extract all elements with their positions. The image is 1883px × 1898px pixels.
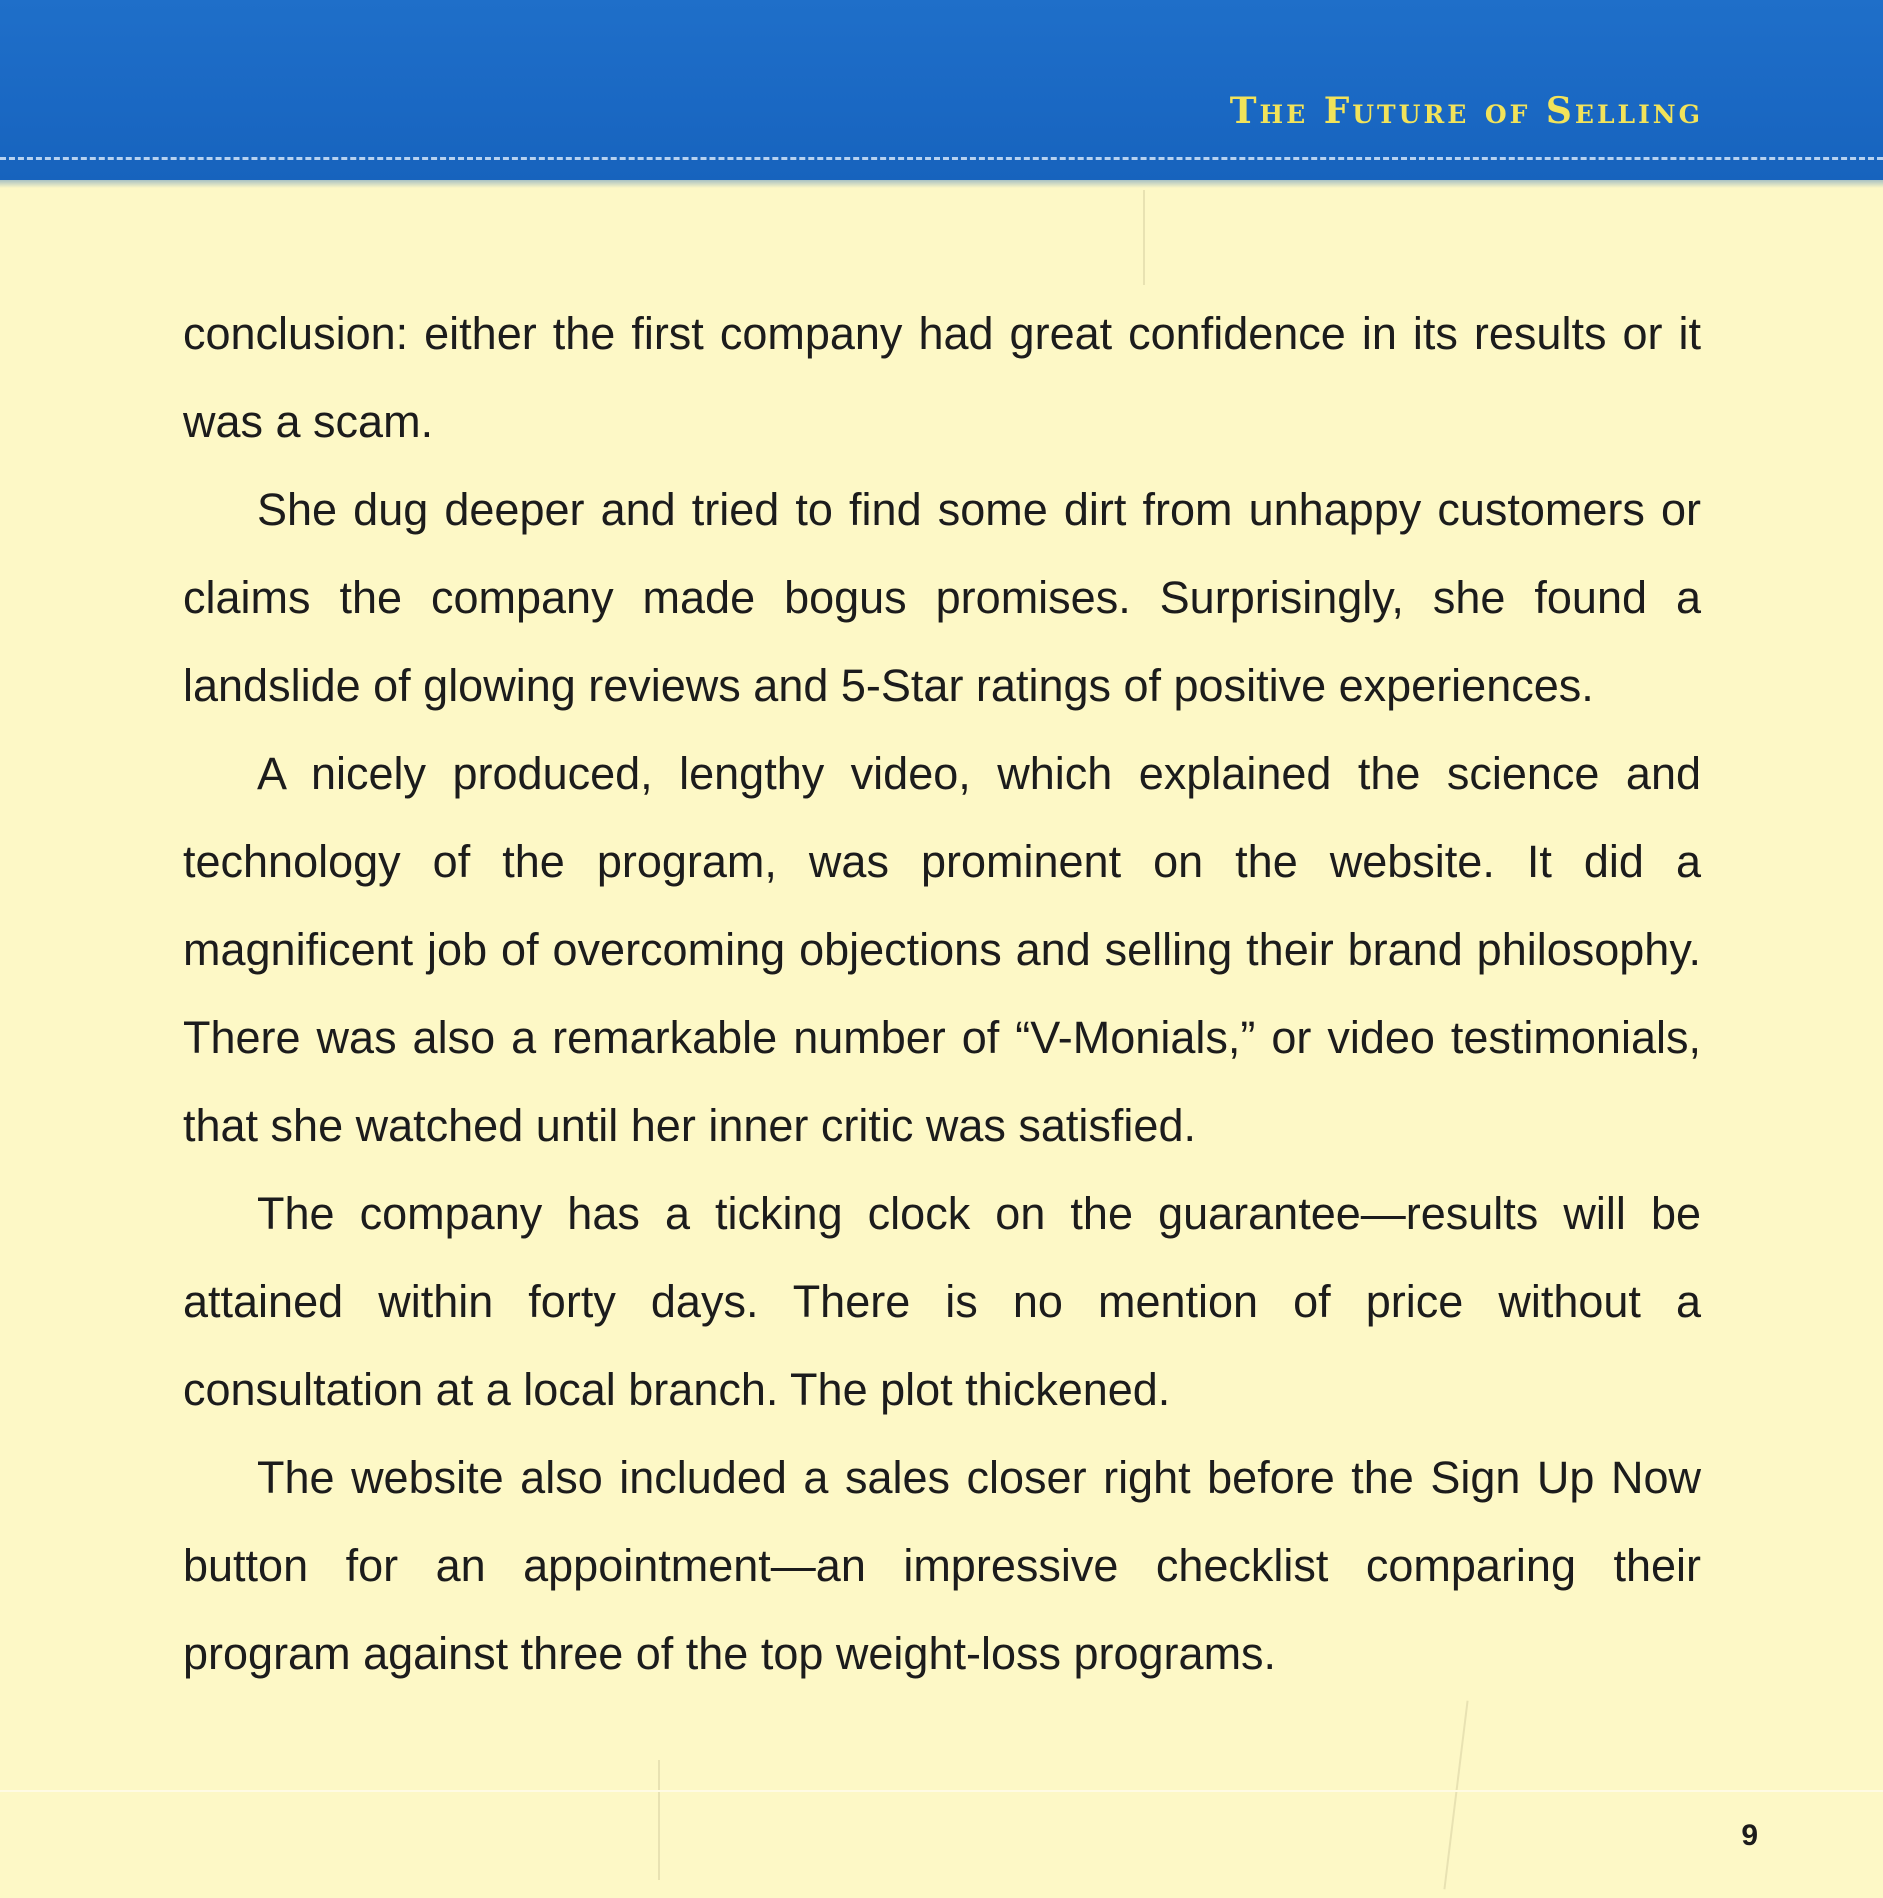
page-number: 9 — [1741, 1819, 1758, 1852]
paragraph: A nicely produced, lengthy video, which explained the science and technology of the program, was prominent on the website. It did a magnificent job of overcoming objections and selling their brand philosophy. There was also a remarkable number of “V-Monials,” or video testimonials, that she watched until her inner critic was satisfied. — [183, 748, 1701, 1151]
paragraph: The website also included a sales closer right before the Sign Up Now button for an appointment—an impressive checklist comparing their program against three of the top weight-loss programs. — [183, 1452, 1701, 1679]
paragraph: The company has a ticking clock on the guarantee—results will be attained within forty days. There is no mention of price without a consultation at a local branch. The plot thickened. — [183, 1188, 1701, 1415]
page-crease-mark — [1443, 1701, 1468, 1890]
header-dashed-rule — [0, 157, 1883, 160]
paragraph: conclusion: either the first company had great confidence in its results or it was a scam. — [183, 308, 1701, 447]
page-crease-mark — [658, 1760, 660, 1880]
running-title: The Future of Selling — [1229, 90, 1703, 132]
header-shadow — [0, 176, 1883, 188]
body-text — [183, 290, 1701, 1698]
page-crease-mark — [1143, 190, 1145, 285]
footer-rule — [0, 1790, 1883, 1792]
paragraph: She dug deeper and tried to find some dirt from unhappy customers or claims the company made bogus promises. Surprisingly, she found a landslide of glowing reviews and 5-Star ratings of positive experiences. — [183, 484, 1701, 711]
